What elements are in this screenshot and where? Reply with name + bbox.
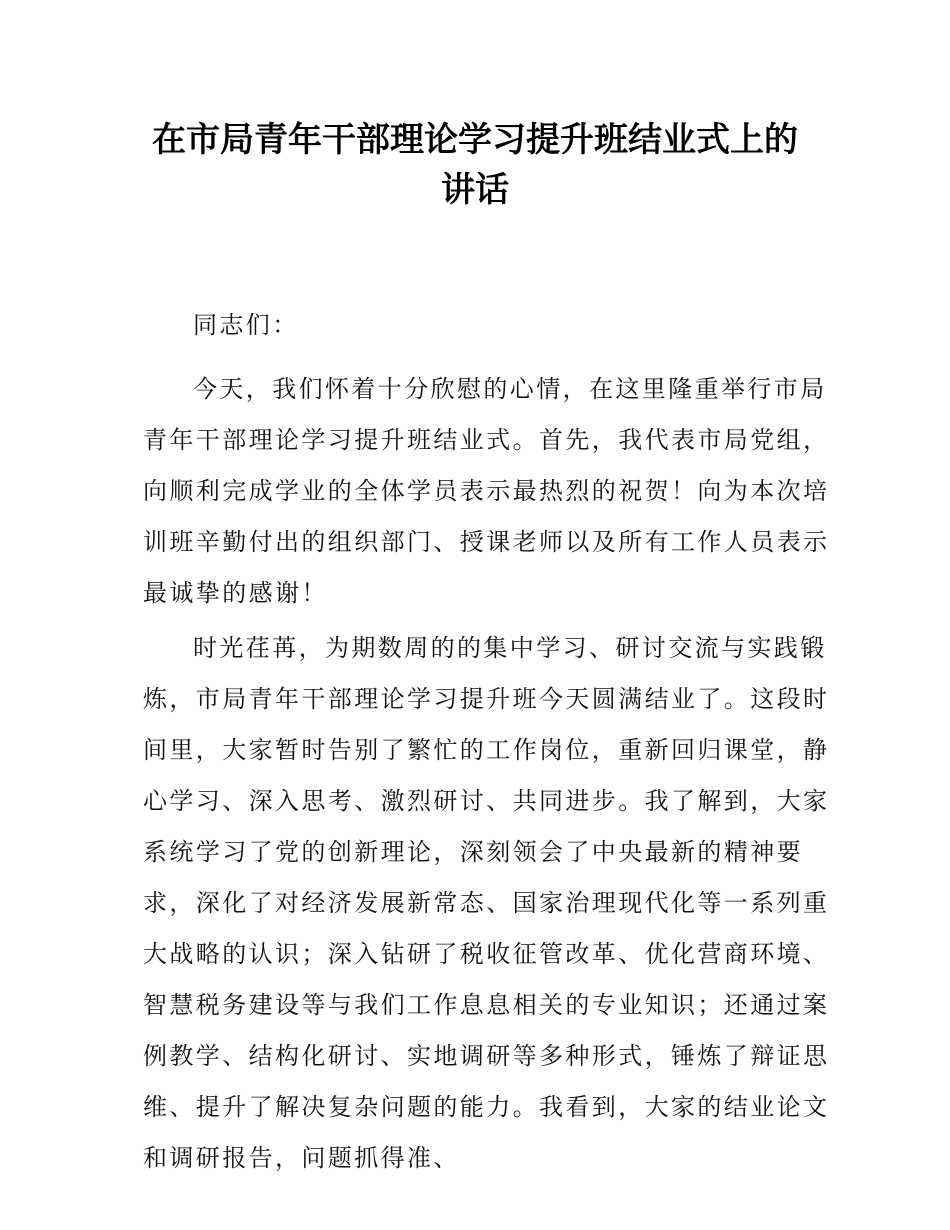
document-title-line-1: 在市局青年干部理论学习提升班结业式上的 [152,120,798,160]
document-title-line-2: 讲话 [441,170,509,210]
paragraph-2: 时光荏苒，为期数周的的集中学习、研讨交流与实践锻炼，市局青年干部理论学习提升班今天圆满结业了。这段时间里，大家暂时告别了繁忙的工作岗位，重新回归课堂，静心学习、深入思考、激烈研讨、共同进步。我了解到，大家系统学习了党的创新理论，深刻领会了中央最新的精神要求，深化了对经济发展新常态、国家治理现代化等一系列重大战略的认识；深入钻研了税收征管改革、优化营商环境、智慧税务建设等与我们工作息息相关的专业知识；还通过案例教学、结构化研讨、实地调研等多种形式，锤炼了辩证思维、提升了解决复杂问题的能力。我看到，大家的结业论文和调研报告，问题抓得准、 [143,634,830,1172]
paragraph-1: 今天，我们怀着十分欣慰的心情，在这里隆重举行市局青年干部理论学习提升班结业式。首先，我代表市局党组，向顺利完成学业的全体学员表示最热烈的祝贺！向为本次培训班辛勤付出的组织部门、授课老师以及所有工作人员表示最诚挚的感谢！ [143,375,830,607]
greeting: 同志们： [193,311,299,339]
